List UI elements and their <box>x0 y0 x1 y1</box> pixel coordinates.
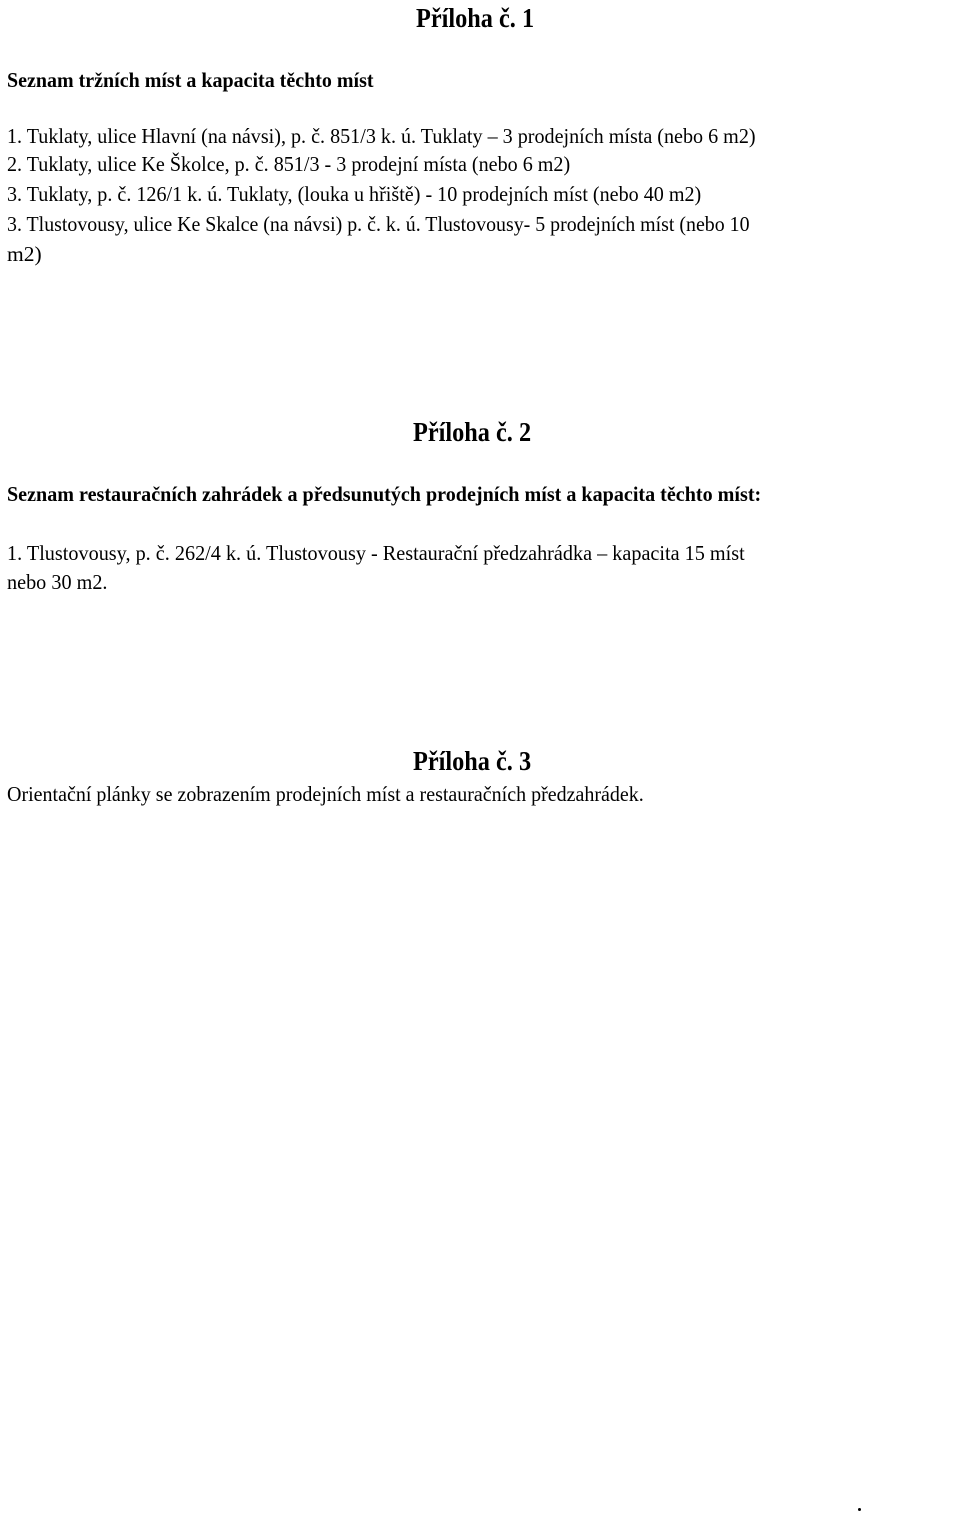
annex-1-title: Příloha č. 1 <box>416 3 535 33</box>
annex-1-item-3: 3. Tuklaty, p. č. 126/1 k. ú. Tuklaty, (louka u hřiště) - 10 prodejních míst (nebo 40 m2) <box>7 182 702 206</box>
annex-2-subtitle: Seznam restauračních zahrádek a předsunutých prodejních míst a kapacita těchto míst: <box>7 482 762 506</box>
annex-2-item-1: 1. Tlustovousy, p. č. 262/4 k. ú. Tlustovousy - Restaurační předzahrádka – kapacita 15 míst <box>7 541 745 565</box>
annex-3-title: Příloha č. 3 <box>413 746 532 776</box>
stray-dot-mark <box>858 1508 861 1511</box>
annex-1-item-4-continued: m2) <box>7 242 42 266</box>
annex-1-subtitle: Seznam tržních míst a kapacita těchto míst <box>7 68 374 92</box>
annex-1-item-2: 2. Tuklaty, ulice Ke Školce, p. č. 851/3 - 3 prodejní místa (nebo 6 m2) <box>7 152 571 176</box>
annex-1-item-1: 1. Tuklaty, ulice Hlavní (na návsi), p. č. 851/3 k. ú. Tuklaty – 3 prodejních místa (nebo 6 m2) <box>7 124 756 148</box>
annex-1-item-4: 3. Tlustovousy, ulice Ke Skalce (na návsi) p. č. k. ú. Tlustovousy- 5 prodejních míst (nebo 10 <box>7 212 750 236</box>
annex-2-title: Příloha č. 2 <box>413 417 532 447</box>
annex-3-description: Orientační plánky se zobrazením prodejních míst a restauračních předzahrádek. <box>7 782 644 806</box>
annex-2-item-1-continued: nebo 30 m2. <box>7 570 108 594</box>
